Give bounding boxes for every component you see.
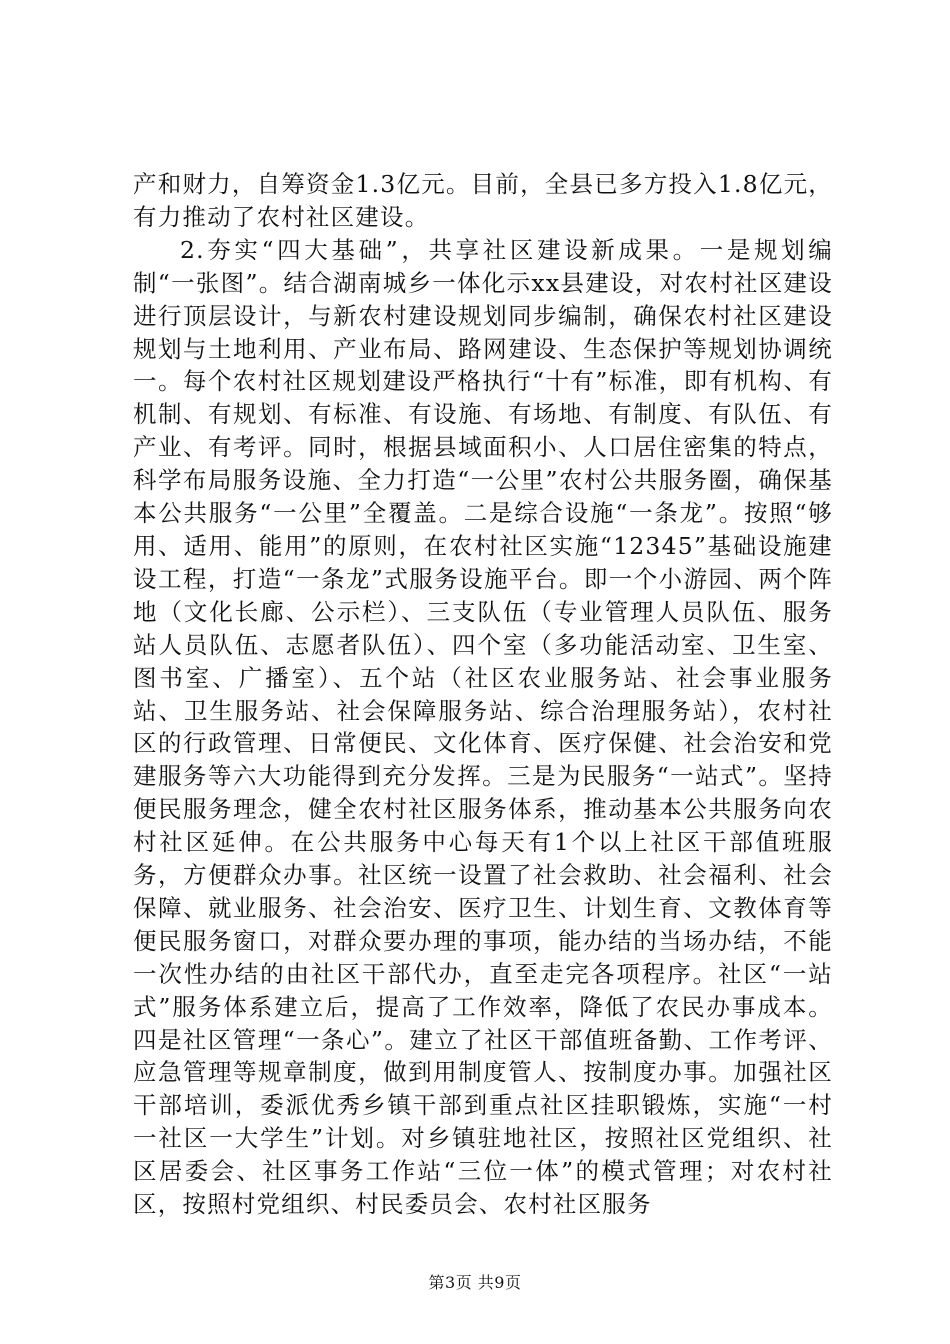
page-footer: 第3页 共9页 — [428, 1273, 522, 1292]
paragraph-1: 产和财力，自筹资金1.3亿元。目前，全县已多方投入1.8亿元，有力推动了农村社区建设。 — [133, 170, 833, 231]
body-text — [133, 168, 833, 1221]
paragraph-2: 2.夯实“四大基础”，共享社区建设新成果。一是规划编制“一张图”。结合湖南城乡一体化示xx县建设，对农村社区建设进行顶层设计，与新农村建设规划同步编制，确保农村社区建设规划与土地利用、产业布局、路网建设、生态保护等规划协调统一。每个农村社区规划建设严格执行“十有”标准，即有机构、有机制、有规划、有标准、有设施、有场地、有制度、有队伍、有产业、有考评。同时，根据县域面积小、人口居住密集的特点，科学布局服务设施、全力打造“一公里”农村公共服务圈，确保基本公共服务“一公里”全覆盖。二是综合设施“一条龙”。按照“够用、适用、能用”的原则，在农村社区实施“12345”基础设施建设工程，打造“一条龙”式服务设施平台。即一个小游园、两个阵地（文化长廊、公示栏）、三支队伍（专业管理人员队伍、服务站人员队伍、志愿者队伍）、四个室（多功能活动室、卫生室、图书室、广播室）、五个站（社区农业服务站、社会事业服务站、卫生服务站、社会保障服务站、综合治理服务站），农村社区的行政管理、日常便民、文化体育、医疗保健、社会治安和党建服务等六大功能得到充分发挥。三是为民服务“一站式”。坚持便民服务理念，健全农村社区服务体系，推动基本公共服务向农村社区延伸。在公共服务中心每天有1个以上社区干部值班服务，方便群众办事。社区统一设置了社会救助、社会福利、社会保障、就业服务、社会治安、医疗卫生、计划生育、文教体育等便民服务窗口，对群众要办理的事项，能办结的当场办结，不能一次性办结的由社区干部代办，直至走完各项程序。社区“一站式”服务体系建立后，提高了工作效率，降低了农民办事成本。四是社区管理“一条心”。建立了社区干部值班备勤、工作考评、应急管理等规章制度，做到用制度管人、按制度办事。加强社区干部培训，委派优秀乡镇干部到重点社区挂职锻炼，实施“一村一社区一大学生”计划。对乡镇驻地社区，按照社区党组织、社区居委会、社区事务工作站“三位一体”的模式管理；对农村社区，按照村党组织、村民委员会、农村社区服务 — [133, 235, 833, 1219]
